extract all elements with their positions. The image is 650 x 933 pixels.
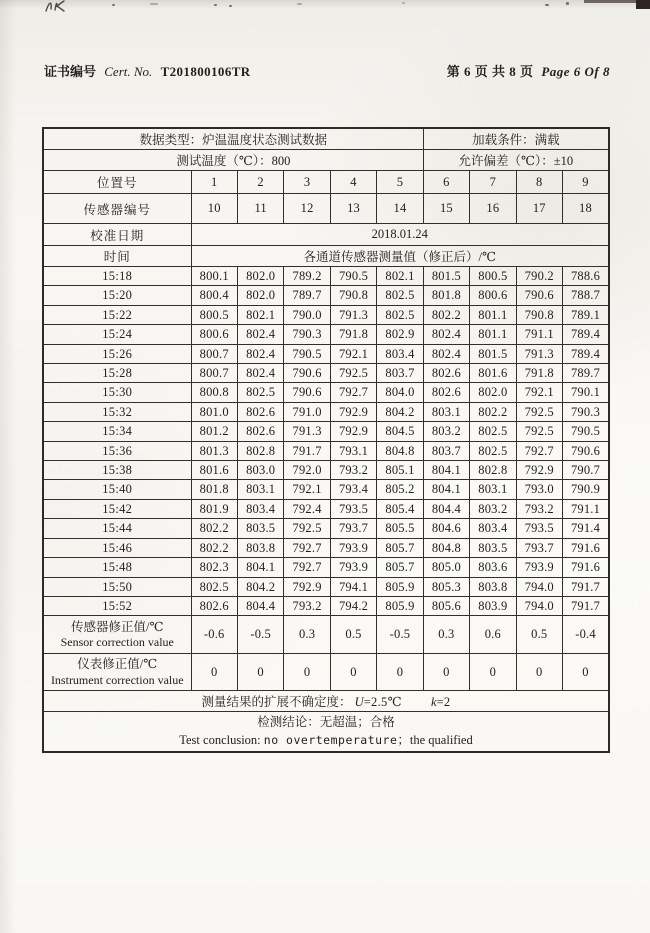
measurement-cell: 791.3 [516,344,562,363]
measurement-cell: 791.4 [563,519,610,538]
conclusion-en [44,732,608,750]
measurement-cell: 801.1 [470,305,516,324]
measurement-cell: 792.5 [330,364,376,383]
measurement-cell: 790.5 [330,267,376,286]
sensor-number-label: 传感器编号 [43,194,191,224]
measurement-cell: 803.4 [377,344,423,363]
measurement-cell: 803.2 [470,499,516,518]
measurement-cell: 794.0 [516,596,562,615]
measurement-cell: 800.8 [191,383,237,402]
measurement-cell: 800.7 [191,364,237,383]
measurement-cell: 800.4 [191,286,237,305]
sensor-number-cell: 11 [237,194,283,224]
measurement-cell: 792.5 [516,422,562,441]
measurement-cell: 789.1 [563,305,610,324]
measurement-cell: 801.8 [423,286,469,305]
sensor-correction-cell: -0.5 [237,616,283,654]
measurement-cell: 804.4 [237,596,283,615]
cert-label-en: Cert. No. [104,64,153,79]
reading-row [43,402,609,421]
instrument-correction-cell: 0 [237,654,283,691]
measurement-cell: 791.3 [284,422,330,441]
reading-row [43,577,609,596]
time-cell: 15:30 [43,383,191,402]
measurement-cell: 802.0 [237,286,283,305]
measurement-cell: 802.4 [423,325,469,344]
meta-row-2 [43,150,609,171]
measurement-cell: 804.1 [237,558,283,577]
time-cell: 15:18 [43,267,191,286]
load-condition-cell: 加载条件：满载 [423,128,609,150]
uncertainty-u-symbol: U [354,695,364,710]
calibration-date-value: 2018.01.24 [191,224,609,246]
instrument-correction-cell: 0 [330,654,376,691]
measurement-cell: 800.5 [470,267,516,286]
reading-row [43,267,609,286]
reading-row [43,596,609,615]
measurement-cell: 793.9 [516,558,562,577]
instrument-correction-row [43,654,609,691]
sensor-correction-cell: -0.5 [377,616,423,654]
measurement-cell: 800.1 [191,267,237,286]
sensor-correction-cell: -0.4 [563,616,610,654]
sensor-number-cell: 10 [191,194,237,224]
measurement-cell: 791.6 [563,538,610,557]
measurement-cell: 800.6 [470,286,516,305]
measurement-cell: 790.8 [330,286,376,305]
measurement-cell: 803.7 [377,364,423,383]
uncertainty-k-value: =2 [436,695,451,710]
measurement-cell: 790.5 [563,422,610,441]
measurement-cell: 790.6 [563,441,610,460]
time-cell: 15:36 [43,441,191,460]
position-row [43,171,609,194]
position-label: 位置号 [43,171,191,194]
cert-label-zh: 证书编号 [44,64,97,79]
measurement-cell: 789.4 [563,325,610,344]
uncertainty-cell [43,691,609,712]
measurement-cell: 802.0 [237,267,283,286]
measurement-cell: 802.2 [423,305,469,324]
measurement-cell: 802.5 [470,441,516,460]
reading-row [43,422,609,441]
measurement-cell: 788.7 [563,286,610,305]
measurement-cell: 793.1 [330,441,376,460]
scan-speck [150,3,158,5]
measurement-cell: 790.2 [516,267,562,286]
time-cell: 15:46 [43,538,191,557]
position-cell: 5 [377,171,423,194]
test-temperature-cell: 测试温度（℃）：800 [43,150,423,171]
readings-body [43,267,609,616]
furnace-temperature-test-table [42,127,610,753]
uncertainty-u-value: =2.5℃ [363,695,402,710]
measurement-cell: 805.7 [377,538,423,557]
page-number-line [447,61,610,80]
scan-speck [229,5,232,7]
time-header-label: 时间 [43,246,191,267]
measurement-cell: 792.0 [284,461,330,480]
scan-corner-smudge [584,0,636,3]
measurement-cell: 793.9 [330,558,376,577]
measurement-cell: 803.8 [470,577,516,596]
measurement-cell: 803.5 [237,519,283,538]
conclusion-zh: 检测结论：无超温；合格 [257,715,395,730]
measurement-cell: 800.5 [191,305,237,324]
measurement-cell: 802.6 [423,383,469,402]
time-cell: 15:24 [43,325,191,344]
time-cell: 15:38 [43,461,191,480]
conclusion-en-value: no overtemperature [263,732,398,747]
conclusion-row [43,712,609,753]
measurement-cell: 793.9 [330,538,376,557]
measurement-cell: 793.7 [330,519,376,538]
reading-row [43,480,609,499]
time-cell: 15:52 [43,596,191,615]
measurement-cell: 792.1 [284,480,330,499]
conclusion-en-suffix: ；the qualified [397,732,473,747]
measurement-cell: 803.1 [237,480,283,499]
sensor-correction-cell: 0.3 [284,616,330,654]
measurement-cell: 801.8 [191,480,237,499]
time-cell: 15:32 [43,402,191,421]
measurement-cell: 802.5 [237,383,283,402]
measurement-cell: 790.0 [284,305,330,324]
measurement-cell: 793.4 [330,480,376,499]
measurement-cell: 802.8 [237,441,283,460]
measurement-cell: 793.7 [516,538,562,557]
sensor-correction-label [43,616,191,654]
scan-speck [112,4,115,6]
measurement-cell: 790.7 [563,461,610,480]
measurement-cell: 802.0 [470,383,516,402]
measurement-cell: 805.9 [377,596,423,615]
measurement-cell: 802.6 [237,402,283,421]
instrument-correction-cell: 0 [563,654,610,691]
sensor-number-cell: 12 [284,194,330,224]
scan-top-edge [0,0,650,9]
measurement-cell: 792.7 [284,538,330,557]
time-cell: 15:28 [43,364,191,383]
instrument-correction-cell: 0 [191,654,237,691]
measurement-cell: 788.6 [563,267,610,286]
measurement-cell: 791.0 [284,402,330,421]
measurement-cell: 802.9 [377,325,423,344]
measurement-cell: 792.9 [284,577,330,596]
scan-speck [402,2,405,4]
instrument-correction-cell: 0 [470,654,516,691]
uncertainty-k-symbol: k [431,695,437,710]
time-cell: 15:34 [43,422,191,441]
uncertainty-label: 测量结果的扩展不确定度： [201,695,352,710]
measurement-cell: 802.6 [191,596,237,615]
measurement-cell: 802.8 [470,461,516,480]
measurement-cell: 801.0 [191,402,237,421]
reading-row [43,558,609,577]
sensor-number-cell: 14 [377,194,423,224]
time-cell: 15:26 [43,344,191,363]
measurement-cell: 793.2 [516,499,562,518]
measurement-cell: 803.6 [470,558,516,577]
meta-row-1 [43,128,609,150]
position-cell: 3 [284,171,330,194]
measurement-cell: 802.4 [237,364,283,383]
instrument-correction-label-zh: 仪表修正值/℃ [77,657,158,671]
measurement-cell: 801.5 [423,267,469,286]
measurement-cell: 792.1 [516,383,562,402]
scan-speck [297,3,302,5]
measurement-cell: 789.7 [284,286,330,305]
reading-row [43,286,609,305]
measurement-cell: 790.9 [563,480,610,499]
measurement-cell: 805.7 [377,558,423,577]
measurement-cell: 805.5 [377,519,423,538]
instrument-correction-label [43,654,191,691]
measurement-cell: 801.9 [191,499,237,518]
measurement-cell: 802.1 [237,305,283,324]
time-cell: 15:42 [43,499,191,518]
measurement-cell: 802.5 [470,422,516,441]
measurement-cell: 801.2 [191,422,237,441]
time-cell: 15:50 [43,577,191,596]
measurement-cell: 804.2 [377,402,423,421]
measurement-cell: 801.1 [470,325,516,344]
measurement-cell: 804.4 [423,499,469,518]
sensor-number-cell: 13 [330,194,376,224]
measurement-cell: 794.1 [330,577,376,596]
measurement-cell: 792.7 [284,558,330,577]
position-cell: 2 [237,171,283,194]
measurement-cell: 803.8 [237,538,283,557]
sensor-number-cell: 16 [470,194,516,224]
scan-speck [545,4,549,6]
measurement-cell: 791.8 [516,364,562,383]
time-header-row [43,246,609,267]
measurement-cell: 791.7 [563,596,610,615]
time-cell: 15:48 [43,558,191,577]
certificate-number: T201800106TR [160,64,251,79]
page-header [44,61,610,80]
sensor-correction-cell: 0.3 [423,616,469,654]
measurement-cell: 803.1 [470,480,516,499]
measurement-cell: 804.8 [423,538,469,557]
measurement-cell: 792.9 [330,402,376,421]
reading-row [43,441,609,460]
time-cell: 15:22 [43,305,191,324]
scan-corner-artifact [636,0,650,9]
measurement-cell: 803.5 [470,538,516,557]
instrument-correction-cell: 0 [516,654,562,691]
conclusion-en-prefix: Test conclusion: [179,732,261,747]
time-cell: 15:20 [43,286,191,305]
measurement-cell: 790.1 [563,383,610,402]
measurement-cell: 790.5 [284,344,330,363]
measurement-cell: 789.4 [563,344,610,363]
measurement-cell: 792.1 [330,344,376,363]
position-cell: 8 [516,171,562,194]
measurement-cell: 791.1 [516,325,562,344]
measurement-cell: 804.1 [423,480,469,499]
calibration-date-label: 校准日期 [43,224,191,246]
measurement-cell: 791.7 [284,441,330,460]
measurement-cell: 792.4 [284,499,330,518]
measurement-cell: 801.3 [191,441,237,460]
measurement-cell: 802.4 [237,344,283,363]
measurement-cell: 792.7 [516,441,562,460]
sensor-number-cell: 15 [423,194,469,224]
instrument-correction-cell: 0 [423,654,469,691]
measurement-cell: 801.6 [191,461,237,480]
measurement-cell: 802.2 [191,538,237,557]
calibration-date-row [43,224,609,246]
measurement-cell: 792.9 [330,422,376,441]
time-cell: 15:44 [43,519,191,538]
measurement-cell: 791.7 [563,577,610,596]
sensor-correction-cell: 0.5 [330,616,376,654]
measurement-cell: 802.2 [470,402,516,421]
measurement-cell: 804.6 [423,519,469,538]
measurement-cell: 793.5 [330,499,376,518]
measurement-cell: 793.2 [330,461,376,480]
sensor-number-cell: 17 [516,194,562,224]
position-cell: 9 [563,171,610,194]
reading-row [43,305,609,324]
measurement-cell: 805.0 [423,558,469,577]
position-cell: 6 [423,171,469,194]
measurement-cell: 790.6 [284,364,330,383]
measurement-cell: 792.9 [516,461,562,480]
sensor-correction-cell: 0.6 [470,616,516,654]
sensor-correction-label-zh: 传感器修正值/℃ [71,619,164,634]
measurement-cell: 794.0 [516,577,562,596]
measurement-cell: 803.0 [237,461,283,480]
measurement-cell: 804.8 [377,441,423,460]
measurement-cell: 804.5 [377,422,423,441]
sensor-correction-label-en: Sensor correction value [60,635,174,650]
measurement-cell: 789.2 [284,267,330,286]
scan-left-shadow [0,0,16,933]
scan-speck [214,4,217,6]
measurement-cell: 802.4 [423,344,469,363]
measurement-cell: 790.6 [284,383,330,402]
sensor-number-cell: 18 [563,194,610,224]
measurement-cell: 802.5 [377,286,423,305]
measurement-cell: 800.7 [191,344,237,363]
measurement-cell: 805.4 [377,499,423,518]
measurement-cell: 801.6 [470,364,516,383]
reading-row [43,538,609,557]
measurement-cell: 803.1 [423,402,469,421]
measurement-cell: 790.3 [284,325,330,344]
measurement-cell: 792.5 [516,402,562,421]
measurement-cell: 803.7 [423,441,469,460]
measurement-cell: 801.5 [470,344,516,363]
measurement-cell: 802.6 [237,422,283,441]
certificate-number-line [44,61,256,80]
measurement-cell: 804.1 [423,461,469,480]
measurement-cell: 793.2 [284,596,330,615]
measurement-cell: 790.6 [516,286,562,305]
reading-row [43,499,609,518]
instrument-correction-cell: 0 [284,654,330,691]
measurement-cell: 794.2 [330,596,376,615]
measurement-cell: 803.4 [470,519,516,538]
measurement-cell: 803.4 [237,499,283,518]
time-cell: 15:40 [43,480,191,499]
measurement-cell: 802.2 [191,519,237,538]
measurement-cell: 791.6 [563,558,610,577]
reading-row [43,344,609,363]
measurement-cell: 803.9 [470,596,516,615]
sensor-number-row [43,194,609,224]
position-cell: 4 [330,171,376,194]
uncertainty-row [43,691,609,712]
sensor-correction-cell: -0.6 [191,616,237,654]
measurement-cell: 805.6 [423,596,469,615]
channel-values-header: 各通道传感器测量值（修正后）/℃ [191,246,609,267]
measurement-cell: 802.6 [423,364,469,383]
reading-row [43,364,609,383]
reading-row [43,519,609,538]
measurement-cell: 793.5 [516,519,562,538]
sensor-correction-row [43,616,609,654]
measurement-cell: 789.7 [563,364,610,383]
measurement-cell: 802.3 [191,558,237,577]
reading-row [43,325,609,344]
measurement-cell: 804.0 [377,383,423,402]
measurement-cell: 790.8 [516,305,562,324]
position-cell: 1 [191,171,237,194]
measurement-cell: 805.3 [423,577,469,596]
measurement-cell: 805.2 [377,480,423,499]
conclusion-cell [43,712,609,753]
page-number-zh: 第 6 页 共 8 页 [446,64,534,79]
measurement-cell: 805.9 [377,577,423,596]
handwritten-mark [42,0,72,13]
measurement-cell: 803.2 [423,422,469,441]
instrument-correction-label-en: Instrument correction value [50,672,184,687]
measurement-cell: 805.1 [377,461,423,480]
measurement-cell: 792.7 [330,383,376,402]
page-number-en: Page 6 Of 8 [541,64,610,79]
measurement-cell: 791.3 [330,305,376,324]
instrument-correction-cell: 0 [377,654,423,691]
measurement-cell: 791.1 [563,499,610,518]
measurement-cell: 804.2 [237,577,283,596]
data-type-cell: 数据类型：炉温温度状态测试数据 [43,128,423,150]
scan-speck [566,2,569,5]
measurement-cell: 802.4 [237,325,283,344]
position-cell: 7 [470,171,516,194]
measurement-cell: 802.1 [377,267,423,286]
reading-row [43,461,609,480]
measurement-cell: 793.0 [516,480,562,499]
reading-row [43,383,609,402]
measurement-cell: 800.6 [191,325,237,344]
allowed-deviation-cell: 允许偏差（℃）：±10 [423,150,609,171]
measurement-cell: 802.5 [377,305,423,324]
measurement-cell: 802.5 [191,577,237,596]
sensor-correction-cell: 0.5 [516,616,562,654]
measurement-cell: 790.3 [563,402,610,421]
measurement-cell: 792.5 [284,519,330,538]
measurement-cell: 791.8 [330,325,376,344]
